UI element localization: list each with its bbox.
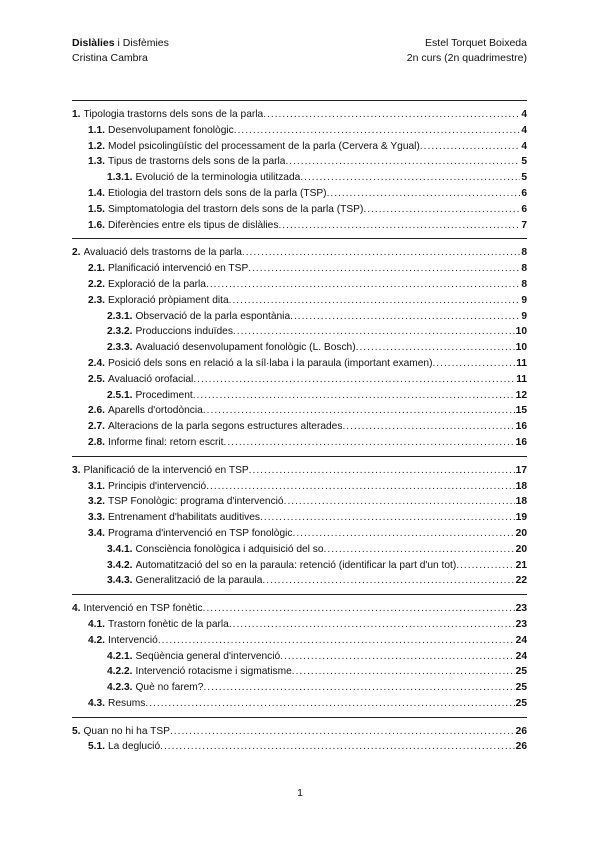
toc-entry-number: 3.4.2.	[107, 559, 133, 571]
toc-entry-title: TSP Fonològic: programa d'intervenció	[108, 496, 284, 508]
toc-entry-number: 5.1.	[88, 741, 105, 753]
toc-entry[interactable]	[72, 419, 527, 435]
toc-leader-dots	[206, 277, 520, 293]
toc-entry-title: Planificació intervenció en TSP	[108, 263, 249, 275]
toc-entry-page: 25	[515, 666, 527, 678]
toc-entry-number: 1.4.	[88, 187, 105, 199]
toc-entry[interactable]	[72, 139, 527, 155]
toc-leader-dots	[292, 526, 514, 542]
toc-leader-dots	[203, 601, 515, 617]
toc-leader-dots	[260, 510, 515, 526]
toc-entry[interactable]	[72, 558, 527, 574]
toc-divider	[72, 717, 527, 719]
toc-entry[interactable]	[72, 293, 527, 309]
toc-entry-title: Evolució de la terminologia utilitzada	[135, 172, 301, 184]
toc-entry-title: Observació de la parla espontània	[135, 310, 291, 322]
toc-entry[interactable]	[72, 724, 527, 740]
toc-entry-number: 3.2.	[88, 496, 105, 508]
toc-leader-dots	[242, 245, 520, 261]
toc-entry-page: 18	[515, 480, 527, 492]
toc-leader-dots	[280, 649, 514, 665]
toc-entry-number: 2.3.1.	[107, 310, 133, 322]
toc-leader-dots	[356, 340, 515, 356]
toc-entry-page: 21	[515, 559, 527, 571]
toc-leader-dots	[263, 107, 520, 123]
toc-entry-page: 10	[515, 326, 527, 338]
header-course-bold: Dislàlies	[72, 37, 115, 49]
toc-entry-page: 24	[515, 634, 527, 646]
toc-entry-title: Automatització del so en la paraula: retenció (identificar la part d'un tot)	[135, 559, 457, 571]
toc-entry-page: 26	[515, 741, 527, 753]
toc-entry[interactable]	[72, 463, 527, 479]
toc-entry-number: 2.6.	[88, 405, 105, 417]
toc-entry-title: Produccions induïdes	[135, 326, 233, 338]
toc-leader-dots	[193, 388, 515, 404]
toc-entry-title: Simptomatologia del trastorn dels sons de la parla (TSP)	[108, 203, 364, 215]
toc-entry[interactable]	[72, 372, 527, 388]
toc-entry-number: 2.3.3.	[107, 342, 133, 354]
toc-leader-dots	[160, 739, 515, 755]
toc-entry-title: La deglució	[108, 741, 161, 753]
toc-entry[interactable]	[72, 388, 527, 404]
toc-entry-page: 16	[515, 421, 527, 433]
toc-leader-dots	[170, 724, 515, 740]
toc-leader-dots	[292, 664, 515, 680]
toc-entry[interactable]	[72, 356, 527, 372]
toc-entry-title: Avaluació desenvolupament fonològic (L. Bosch)	[135, 342, 356, 354]
toc-entry[interactable]	[72, 633, 527, 649]
toc-entry-page: 20	[515, 527, 527, 539]
toc-entry-number: 2.3.2.	[107, 326, 133, 338]
toc-entry-page: 4	[521, 124, 527, 136]
toc-entry-title: Procediment	[135, 389, 193, 401]
toc-entry[interactable]	[72, 123, 527, 139]
toc-entry[interactable]	[72, 617, 527, 633]
toc-entry-page: 8	[521, 263, 527, 275]
toc-entry-number: 2.5.	[88, 373, 105, 385]
toc-entry[interactable]	[72, 573, 527, 589]
toc-entry-title: Intervenció	[108, 634, 158, 646]
toc-divider	[72, 238, 527, 240]
toc-leader-dots	[203, 680, 514, 696]
toc-leader-dots	[193, 372, 515, 388]
toc-leader-dots	[300, 170, 520, 186]
toc-entry-page: 9	[521, 310, 527, 322]
toc-entry-number: 4.2.1.	[107, 650, 133, 662]
toc-leader-dots	[284, 494, 515, 510]
toc-leader-dots	[224, 435, 515, 451]
toc-entry-title: Intervenció en TSP fonètic	[83, 603, 203, 615]
toc-leader-dots	[234, 123, 521, 139]
toc-leader-dots	[233, 324, 515, 340]
toc-entry[interactable]	[72, 601, 527, 617]
toc-leader-dots	[249, 463, 515, 479]
toc-entry-number: 1.	[72, 109, 81, 120]
toc-entry-number: 4.2.3.	[107, 682, 133, 694]
toc-divider	[72, 456, 527, 458]
toc-leader-dots	[248, 261, 520, 277]
toc-entry[interactable]	[72, 510, 527, 526]
toc-entry-page: 10	[515, 342, 527, 354]
toc-leader-dots	[229, 293, 521, 309]
toc-entry-number: 3.4.1.	[107, 543, 133, 555]
toc-entry-page: 23	[515, 618, 527, 630]
toc-entry[interactable]	[72, 403, 527, 419]
toc-entry[interactable]	[72, 261, 527, 277]
toc-entry-page: 4	[521, 109, 527, 120]
toc-entry-title: Quan no hi ha TSP	[83, 725, 170, 737]
toc-entry-title: Exploració pròpiament dita	[108, 294, 229, 306]
toc-entry[interactable]	[72, 245, 527, 261]
toc-leader-dots	[327, 186, 521, 202]
toc-entry-title: Trastorn fonètic de la parla	[108, 618, 229, 630]
toc-entry-title: Posició dels sons en relació a la síl·laba i la paraula (important examen)	[108, 357, 433, 369]
toc-entry-page: 16	[515, 436, 527, 448]
header-term: 2n curs (2n quadrimestre)	[406, 52, 527, 64]
toc-entry-number: 1.3.	[88, 156, 105, 168]
toc-entry-page: 24	[515, 650, 527, 662]
toc-entry-page: 18	[515, 496, 527, 508]
toc-entry-page: 25	[515, 697, 527, 709]
toc-entry-title: Exploració de la parla	[108, 278, 206, 290]
toc-entry-number: 2.	[72, 247, 81, 259]
toc-entry-title: Tipologia trastorns dels sons de la parla	[83, 109, 264, 120]
toc-entry-page: 6	[521, 203, 527, 215]
toc-entry-title: Model psicolingüístic del processament de la parla (Cervera & Ygual)	[108, 140, 420, 152]
toc-entry-title: Resums	[108, 697, 146, 709]
toc-entry-number: 1.1.	[88, 124, 105, 136]
toc-leader-dots	[203, 403, 515, 419]
toc-entry-number: 3.4.	[88, 527, 105, 539]
toc-entry-number: 1.6.	[88, 219, 105, 231]
page-number: 1	[297, 787, 303, 799]
toc-entry[interactable]	[72, 680, 527, 696]
toc-entry-page: 8	[521, 247, 527, 259]
table-of-contents	[72, 95, 527, 762]
toc-entry[interactable]	[72, 107, 527, 123]
toc-entry-title: Programa d'intervenció en TSP fonològic	[108, 527, 293, 539]
toc-entry-page: 25	[515, 682, 527, 694]
toc-entry[interactable]	[72, 696, 527, 712]
toc-entry-number: 4.2.	[88, 634, 105, 646]
toc-entry-title: Seqüència general d'intervenció	[135, 650, 281, 662]
toc-entry[interactable]	[72, 324, 527, 340]
toc-entry-number: 3.3.	[88, 512, 105, 524]
toc-entry-title: Planificació de la intervenció en TSP	[83, 464, 249, 476]
toc-entry-number: 3.	[72, 464, 81, 476]
toc-entry-page: 11	[516, 357, 527, 369]
header-course	[72, 36, 169, 50]
toc-leader-dots	[262, 573, 514, 589]
toc-entry-page: 23	[515, 603, 527, 615]
toc-entry-number: 2.7.	[88, 421, 105, 433]
toc-entry-number: 1.3.1.	[107, 172, 133, 184]
toc-entry-page: 12	[515, 389, 527, 401]
toc-entry-number: 2.8.	[88, 436, 105, 448]
toc-entry[interactable]	[72, 202, 527, 218]
toc-entry[interactable]	[72, 186, 527, 202]
toc-leader-dots	[432, 356, 515, 372]
toc-leader-dots	[420, 139, 521, 155]
toc-leader-dots	[324, 542, 515, 558]
toc-entry[interactable]	[72, 170, 527, 186]
toc-entry[interactable]	[72, 218, 527, 234]
toc-leader-dots	[342, 419, 514, 435]
toc-entry-page: 5	[521, 156, 527, 168]
toc-entry-page: 20	[515, 543, 527, 555]
toc-entry-page: 22	[515, 575, 527, 587]
toc-entry-page: 9	[521, 294, 527, 306]
toc-entry-page: 6	[521, 187, 527, 199]
toc-entry[interactable]	[72, 739, 527, 755]
toc-entry-title: Etiologia del trastorn dels sons de la parla (TSP)	[108, 187, 327, 199]
toc-entry-page: 15	[515, 405, 527, 417]
toc-entry-page: 11	[516, 373, 527, 385]
toc-entry-number: 2.2.	[88, 278, 105, 290]
header-course-rest: i Disfèmies	[114, 37, 169, 49]
toc-divider	[72, 100, 527, 102]
toc-entry-title: Alteracions de la parla segons estructures alterades	[108, 421, 343, 433]
toc-entry-number: 2.4.	[88, 357, 105, 369]
toc-entry-title: Diferències entre els tipus de dislàlies	[108, 219, 279, 231]
header-teacher: Cristina Cambra	[72, 52, 148, 64]
toc-entry[interactable]	[72, 154, 527, 170]
toc-entry[interactable]	[72, 542, 527, 558]
toc-leader-dots	[290, 309, 520, 325]
toc-leader-dots	[285, 154, 520, 170]
toc-entry-number: 1.5.	[88, 203, 105, 215]
toc-entry-page: 19	[515, 512, 527, 524]
toc-entry-number: 2.3.	[88, 294, 105, 306]
toc-entry[interactable]	[72, 649, 527, 665]
toc-entry-title: Principis d'intervenció	[108, 480, 207, 492]
toc-entry[interactable]	[72, 479, 527, 495]
toc-entry-title: Informe final: retorn escrit	[108, 436, 224, 448]
toc-leader-dots	[229, 617, 515, 633]
toc-leader-dots	[206, 479, 514, 495]
toc-entry-number: 1.2.	[88, 140, 105, 152]
toc-leader-dots	[145, 696, 514, 712]
toc-entry[interactable]	[72, 340, 527, 356]
toc-entry-title: Avaluació orofacial	[108, 373, 194, 385]
toc-entry-title: Aparells d'ortodòncia	[108, 405, 203, 417]
toc-entry-title: Avaluació dels trastorns de la parla	[83, 247, 242, 259]
toc-entry[interactable]	[72, 526, 527, 542]
toc-entry[interactable]	[72, 309, 527, 325]
toc-entry-number: 4.	[72, 603, 81, 615]
toc-leader-dots	[456, 558, 514, 574]
toc-entry-page: 5	[521, 172, 527, 184]
toc-entry-title: Desenvolupament fonològic	[108, 124, 234, 136]
toc-divider	[72, 594, 527, 596]
toc-entry-page: 7	[521, 219, 527, 231]
toc-entry-number: 3.1.	[88, 480, 105, 492]
toc-entry-page: 8	[521, 278, 527, 290]
toc-entry-number: 5.	[72, 725, 81, 737]
toc-entry-number: 2.1.	[88, 263, 105, 275]
toc-entry-page: 26	[515, 725, 527, 737]
toc-leader-dots	[158, 633, 515, 649]
toc-entry-number: 2.5.1.	[107, 389, 133, 401]
header-author: Estel Torquet Boixeda	[425, 37, 527, 49]
toc-entry[interactable]	[72, 494, 527, 510]
toc-entry-number: 4.2.2.	[107, 666, 133, 678]
toc-leader-dots	[363, 202, 520, 218]
toc-entry-title: Consciència fonològica i adquisició del so	[135, 543, 324, 555]
toc-entry[interactable]	[72, 277, 527, 293]
toc-entry-number: 4.3.	[88, 697, 105, 709]
toc-entry-title: Entrenament d'habilitats auditives	[108, 512, 261, 524]
toc-entry-title: Què no farem?	[135, 682, 204, 694]
toc-entry-number: 3.4.3.	[107, 575, 133, 587]
toc-entry-title: Generalització de la paraula	[135, 575, 263, 587]
toc-entry[interactable]	[72, 435, 527, 451]
toc-entry-title: Intervenció rotacisme i sigmatisme	[135, 666, 292, 678]
toc-entry-page: 17	[515, 464, 527, 476]
toc-entry-number: 4.1.	[88, 618, 105, 630]
toc-leader-dots	[278, 218, 520, 234]
toc-entry-page: 4	[521, 140, 527, 152]
toc-entry[interactable]	[72, 664, 527, 680]
toc-entry-title: Tipus de trastorns dels sons de la parla	[108, 156, 286, 168]
